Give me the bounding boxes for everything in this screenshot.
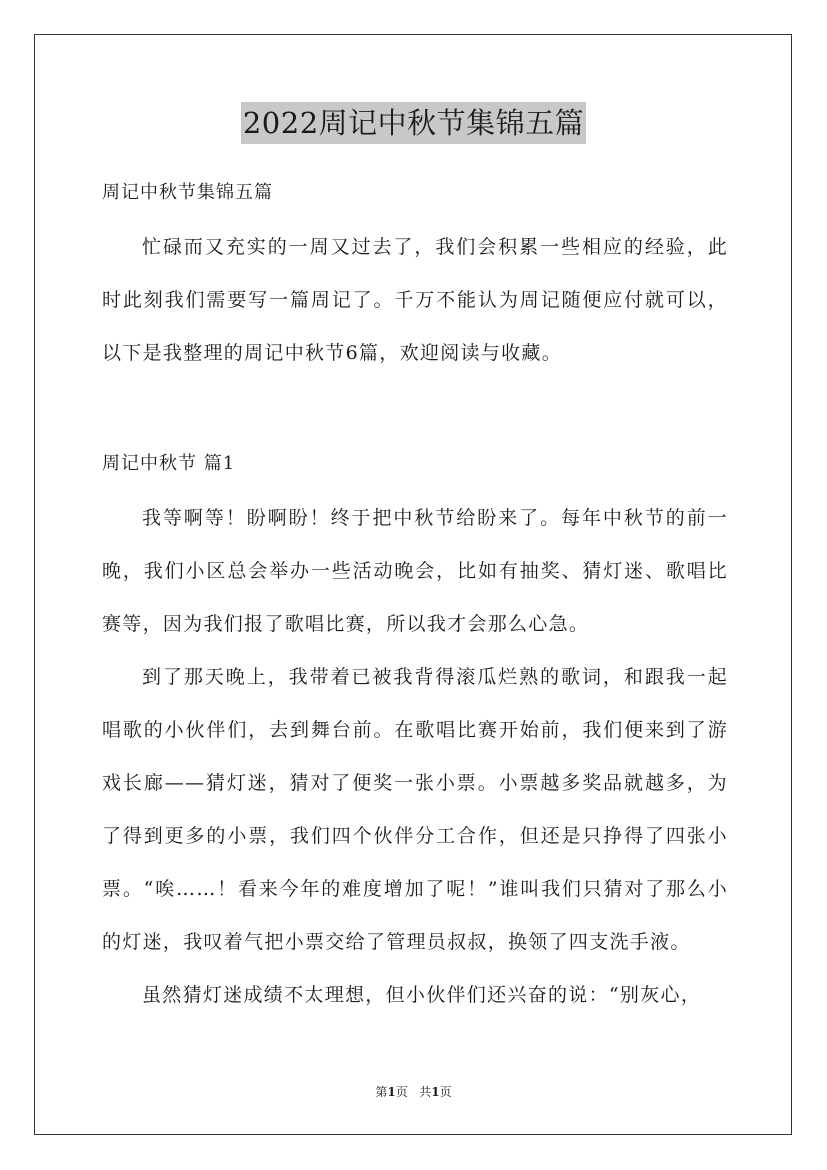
document-subtitle: 周记中秋节集锦五篇 (102, 182, 273, 203)
document-title-text: 2022周记中秋节集锦五篇 (241, 102, 586, 144)
footer-total-number: 1 (431, 1085, 440, 1099)
section-heading: 周记中秋节 篇1 (102, 453, 236, 474)
footer-page-suffix: 页 (395, 1085, 408, 1099)
body-paragraph-3: 虽然猜灯迷成绩不太理想，但小伙伴们还兴奋的说：“别灰心， (142, 984, 702, 1006)
document-title (0, 102, 827, 144)
footer-page-number: 1 (387, 1085, 396, 1099)
footer-total-prefix: 共 (419, 1085, 432, 1099)
footer-page-prefix: 第 (375, 1085, 388, 1099)
intro-paragraph: 忙碌而又充实的一周又过去了，我们会积累一些相应的经验，此时此刻我们需要写一篇周记了。千万不能认为周记随便应付就可以，以下是我整理的周记中秋节6篇，欢迎阅读与收藏。 (102, 236, 728, 364)
body-paragraph-1: 我等啊等！盼啊盼！终于把中秋节给盼来了。每年中秋节的前一晚，我们小区总会举办一些活动晚会，比如有抽奖、猜灯迷、歌唱比赛等，因为我们报了歌唱比赛，所以我才会那么心急。 (102, 507, 728, 635)
page-footer (0, 1084, 827, 1100)
footer-total-suffix: 页 (439, 1085, 452, 1099)
body-paragraph-2: 到了那天晚上，我带着已被我背得滚瓜烂熟的歌词，和跟我一起唱歌的小伙伴们，去到舞台前。在歌唱比赛开始前，我们便来到了游戏长廊——猜灯迷，猜对了便奖一张小票。小票越多奖品就越多，为了得到更多的小票，我们四个伙伴分工合作，但还是只挣得了四张小票。“唉……！看来今年的难度增加了呢！”谁叫我们只猜对了那么小的灯迷，我叹着气把小票交给了管理员叔叔，换领了四支洗手液。 (102, 666, 728, 953)
